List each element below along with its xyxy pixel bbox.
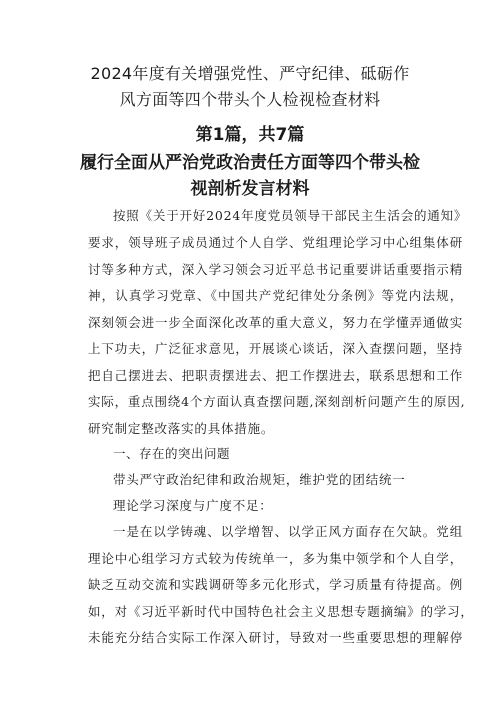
point-paragraph-line: 缺乏互动交流和实践调研等多元化形式，学习质量有待提高。例	[88, 577, 463, 592]
section-title-line-1: 履行全面从严治党政治责任方面等四个带头检	[80, 153, 420, 173]
intro-paragraph-line: 神，认真学习党章、《中国共产党纪律处分条例》等党内法规，	[88, 288, 463, 303]
intro-paragraph-line: 研究制定整改落实的具体措施。	[88, 421, 275, 436]
intro-paragraph-line: 把自己摆进去、把职责摆进去、把工作摆进去，联系思想和工作	[88, 368, 463, 383]
intro-paragraph-line: 讨等多种方式，深入学习领会习近平总书记重要讲话重要指示精	[88, 262, 463, 277]
point-paragraph-line: 如，对《习近平新时代中国特色社会主义思想专题摘编》的学习，	[88, 604, 474, 619]
section-title-line-2: 视剖析发言材料	[190, 179, 310, 199]
intro-paragraph-line: 上下功夫，广泛征求意见，开展谈心谈话，深入查摆问题，坚持	[88, 341, 463, 356]
document-title-line-2: 风方面等四个带头个人检视检查材料	[119, 90, 381, 109]
section-heading: 一、存在的突出问题	[113, 446, 231, 461]
point-paragraph-line: 理论中心组学习方式较为传统单一，多为集中领学和个人自学，	[88, 551, 463, 566]
intro-paragraph-line: 深刻领会进一步全面深化改革的重大意义，努力在学懂弄通做实	[88, 315, 463, 330]
point-paragraph-line: 未能充分结合实际工作深入研讨，导致对一些重要思想的理解停	[88, 630, 463, 645]
intro-paragraph-line: 按照《关于开好2024年度党员领导干部民主生活会的通知》	[113, 208, 468, 223]
point-heading: 理论学习深度与广度不足：	[113, 498, 273, 513]
part-label: 第1篇，共7篇	[195, 125, 305, 145]
subheading: 带头严守政治纪律和政治规矩，维护党的团结统一	[113, 472, 406, 487]
point-paragraph-line: 一是在以学铸魂、以学增智、以学正风方面存在欠缺。党组	[113, 524, 463, 539]
intro-paragraph-line: 实际，重点围绕4个方面认真查摆问题,深刻剖析问题产生的原因,	[88, 394, 466, 409]
intro-paragraph-line: 要求，领导班子成员通过个人自学、党组理论学习中心组集体研	[88, 235, 463, 250]
document-title-line-1: 2024年度有关增强党性、严守纪律、砥砺作	[90, 64, 410, 83]
